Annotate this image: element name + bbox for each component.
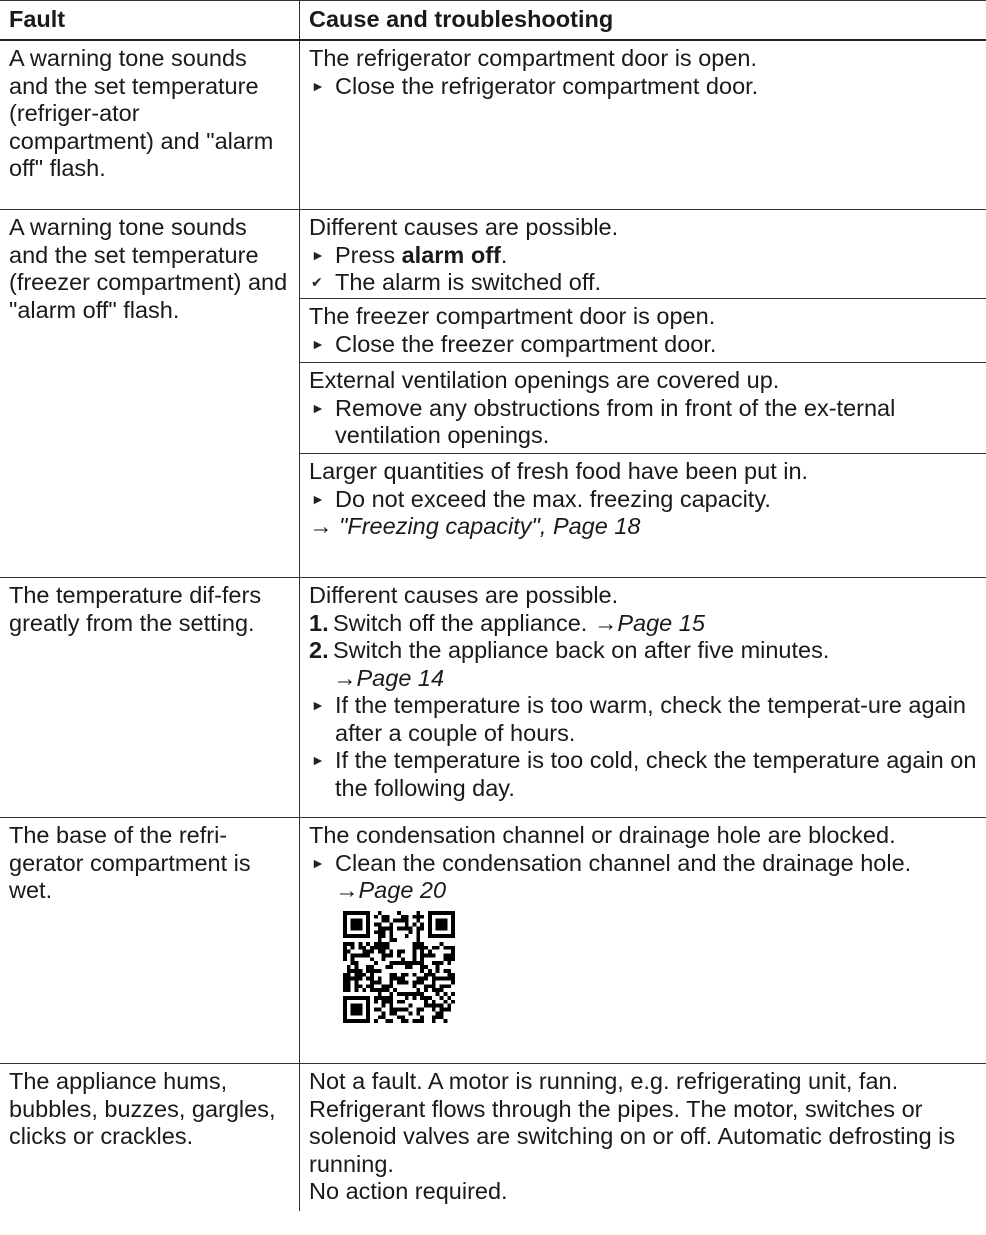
table-header bbox=[0, 0, 986, 41]
cause-text: The condensation channel or drainage hole are blocked. bbox=[309, 822, 896, 848]
action-text: If the temperature is too warm, check the temperat-ure again after a couple of hours. bbox=[335, 692, 966, 746]
cause-text: Different causes are possible. bbox=[309, 582, 619, 608]
action-text: Remove any obstructions from in front of the ex-ternal ventilation openings. bbox=[335, 394, 896, 448]
fault-cell: The appliance hums, bubbles, buzzes, gargles, clicks or crackles. bbox=[0, 1064, 300, 1211]
table-row bbox=[0, 818, 986, 1064]
note-text: No action required. bbox=[309, 1178, 508, 1204]
action-text-pre: Press bbox=[335, 241, 402, 268]
checkmark-icon: ✔ bbox=[311, 274, 323, 290]
table-row bbox=[0, 41, 986, 210]
action-text: If the temperature is too cold, check the temperature again on the following day. bbox=[335, 747, 977, 801]
step-text bbox=[333, 610, 978, 638]
action-marker-icon: ► bbox=[311, 399, 325, 416]
cause-cell bbox=[300, 1064, 986, 1211]
cross-reference[interactable] bbox=[309, 513, 978, 541]
action-step bbox=[309, 395, 978, 450]
action-step bbox=[309, 73, 978, 101]
fault-cell: The temperature dif-fers greatly from the setting. bbox=[0, 578, 300, 817]
step-number: 1. bbox=[309, 609, 329, 636]
reference-link[interactable]: "Freezing capacity", Page 18 bbox=[339, 513, 641, 539]
cause-block bbox=[300, 363, 986, 454]
action-text bbox=[335, 242, 978, 270]
action-text: Do not exceed the max. freezing capacity. bbox=[335, 485, 771, 512]
action-step bbox=[309, 242, 978, 270]
reference-link[interactable]: Page 15 bbox=[617, 609, 705, 636]
reference-link[interactable]: Page 14 bbox=[356, 664, 445, 691]
reference-link[interactable]: Page 20 bbox=[358, 877, 447, 903]
table-row bbox=[0, 210, 986, 578]
cause-text: Different causes are possible. bbox=[309, 214, 619, 240]
action-marker-icon: ► bbox=[311, 697, 325, 713]
action-text-post: . bbox=[500, 241, 508, 268]
fault-cell: A warning tone sounds and the set temperature (refriger-ator compartment) and "alarm off" flash. bbox=[0, 41, 300, 209]
step-number: 2. bbox=[309, 637, 329, 663]
action-step bbox=[309, 692, 978, 747]
action-marker-icon: ► bbox=[311, 490, 325, 507]
cause-cell bbox=[300, 818, 986, 1063]
action-text: Close the freezer compartment door. bbox=[335, 330, 717, 357]
arrow-right-icon: → bbox=[593, 609, 618, 636]
step-text-main: Switch off the appliance. bbox=[333, 609, 594, 636]
table-row bbox=[0, 578, 986, 818]
cause-cell bbox=[300, 41, 986, 209]
cause-text: Not a fault. A motor is running, e.g. refrigerating unit, fan. Refrigerant flows through the pipes. The motor, switches or solenoid valves are switching on or off. Automatic defrosting is running. bbox=[309, 1068, 956, 1177]
action-marker-icon: ► bbox=[311, 854, 325, 871]
fault-cell: The base of the refri-gerator compartment is wet. bbox=[0, 818, 300, 1063]
cause-cell bbox=[300, 578, 986, 817]
numbered-step bbox=[309, 637, 978, 692]
result-text: The alarm is switched off. bbox=[335, 269, 602, 295]
step-text bbox=[333, 637, 978, 692]
arrow-right-icon: → bbox=[309, 513, 333, 539]
action-text-main: Clean the condensation channel and the drainage hole. bbox=[335, 849, 912, 876]
action-marker-icon: ► bbox=[311, 752, 325, 768]
action-marker-icon: ► bbox=[311, 335, 325, 352]
action-step bbox=[309, 747, 978, 802]
cause-text: The freezer compartment door is open. bbox=[309, 303, 716, 329]
action-text: Close the refrigerator compartment door. bbox=[335, 72, 759, 99]
action-marker-icon: ► bbox=[311, 246, 325, 263]
cause-cell bbox=[300, 210, 986, 577]
cause-text: External ventilation openings are covered up. bbox=[309, 367, 780, 393]
arrow-right-icon: → bbox=[333, 664, 357, 691]
action-step bbox=[309, 850, 978, 905]
cause-text: Larger quantities of fresh food have been put in. bbox=[309, 458, 809, 484]
result-step bbox=[309, 269, 978, 297]
table-row bbox=[0, 1064, 986, 1211]
fault-cell: A warning tone sounds and the set temperature (freezer compartment) and "alarm off" flash. bbox=[0, 210, 300, 577]
cause-block bbox=[300, 210, 986, 299]
action-step bbox=[309, 486, 978, 514]
action-step bbox=[309, 331, 978, 359]
qr-code-icon[interactable] bbox=[343, 911, 455, 1023]
cause-block bbox=[300, 299, 986, 363]
cause-block bbox=[300, 454, 986, 546]
step-text-main: Switch the appliance back on after five minutes. bbox=[333, 637, 830, 663]
action-marker-icon: ► bbox=[311, 77, 325, 94]
action-text bbox=[335, 850, 978, 905]
cause-text: The refrigerator compartment door is open. bbox=[309, 45, 758, 71]
header-cause: Cause and troubleshooting bbox=[309, 6, 614, 32]
header-fault: Fault bbox=[0, 1, 300, 39]
alarm-off-label: alarm off bbox=[401, 241, 501, 268]
arrow-right-icon: → bbox=[335, 877, 359, 903]
numbered-step bbox=[309, 610, 978, 638]
